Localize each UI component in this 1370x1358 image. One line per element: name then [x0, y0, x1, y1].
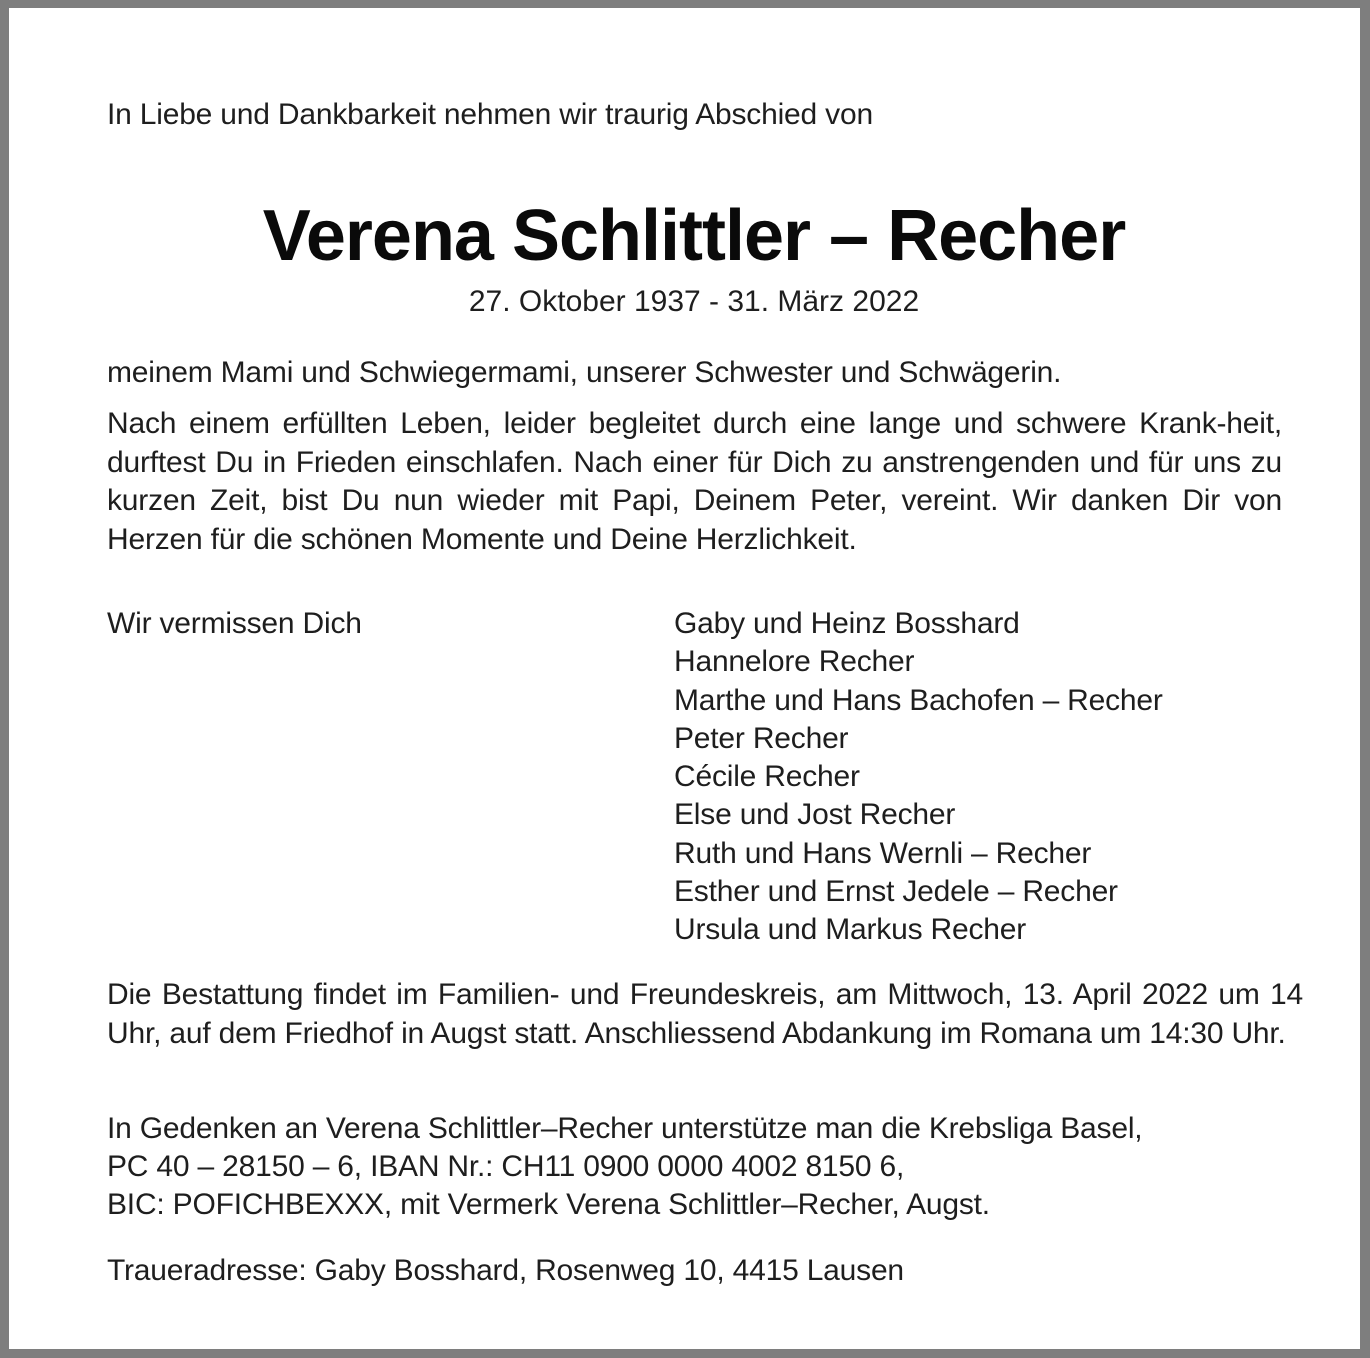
donation-line: In Gedenken an Verena Schlittler–Recher unterstütze man die Krebsliga Basel, — [107, 1112, 1143, 1145]
miss-you-text: Wir vermissen Dich — [107, 607, 362, 640]
mourner-item: Cécile Recher — [674, 760, 860, 794]
donation-line: PC 40 – 28150 – 6, IBAN Nr.: CH11 0900 0000 4002 8150 6, — [107, 1150, 905, 1183]
mourner-item: Esther und Ernst Jedele – Recher — [674, 875, 1118, 909]
mourner-item: Marthe und Hans Bachofen – Recher — [674, 683, 1163, 717]
funeral-paragraph: Die Bestattung findet im Familien- und Freundeskreis, am Mittwoch, 13. April 2022 um 14 Uhr, auf dem Friedhof in Augst statt. Anschliessend Abdankung im Romana um 14:30 Uhr. — [107, 978, 1303, 1050]
deceased-name: Verena Schlittler – Recher — [262, 196, 1126, 276]
life-dates: 27. Oktober 1937 - 31. März 2022 — [468, 285, 920, 318]
intro-text: In Liebe und Dankbarkeit nehmen wir traurig Abschied von — [107, 98, 873, 131]
mourners-list — [674, 605, 1163, 950]
mourner-item: Else und Jost Recher — [674, 798, 956, 832]
donation-line: BIC: POFICHBEXXX, mit Vermerk Verena Schlittler–Recher, Augst. — [107, 1188, 990, 1221]
mourning-address: Traueradresse: Gaby Bosshard, Rosenweg 10, 4415 Lausen — [107, 1254, 904, 1287]
donation-block — [107, 1110, 1142, 1224]
mourner-item: Ruth und Hans Wernli – Recher — [674, 836, 1092, 870]
relation-text: meinem Mami und Schwiegermami, unserer Schwester und Schwägerin. — [107, 356, 1062, 389]
tribute-paragraph: Nach einem erfüllten Leben, leider begleitet durch eine lange und schwere Krank-heit, durftest Du in Frieden einschlafen. Nach einer für Dich zu anstrengenden und für uns zu kurzen Zeit, bist Du nun wieder mit Papi, Deinem Peter, vereint. Wir danken Dir von Herzen für die schönen Momente und Deine Herzlichkeit. — [107, 407, 1282, 556]
mourner-item: Gaby und Heinz Bosshard — [674, 607, 1020, 640]
mourner-item: Peter Recher — [674, 721, 849, 755]
mourner-item: Ursula und Markus Recher — [674, 913, 1027, 947]
mourner-item: Hannelore Recher — [674, 645, 915, 679]
